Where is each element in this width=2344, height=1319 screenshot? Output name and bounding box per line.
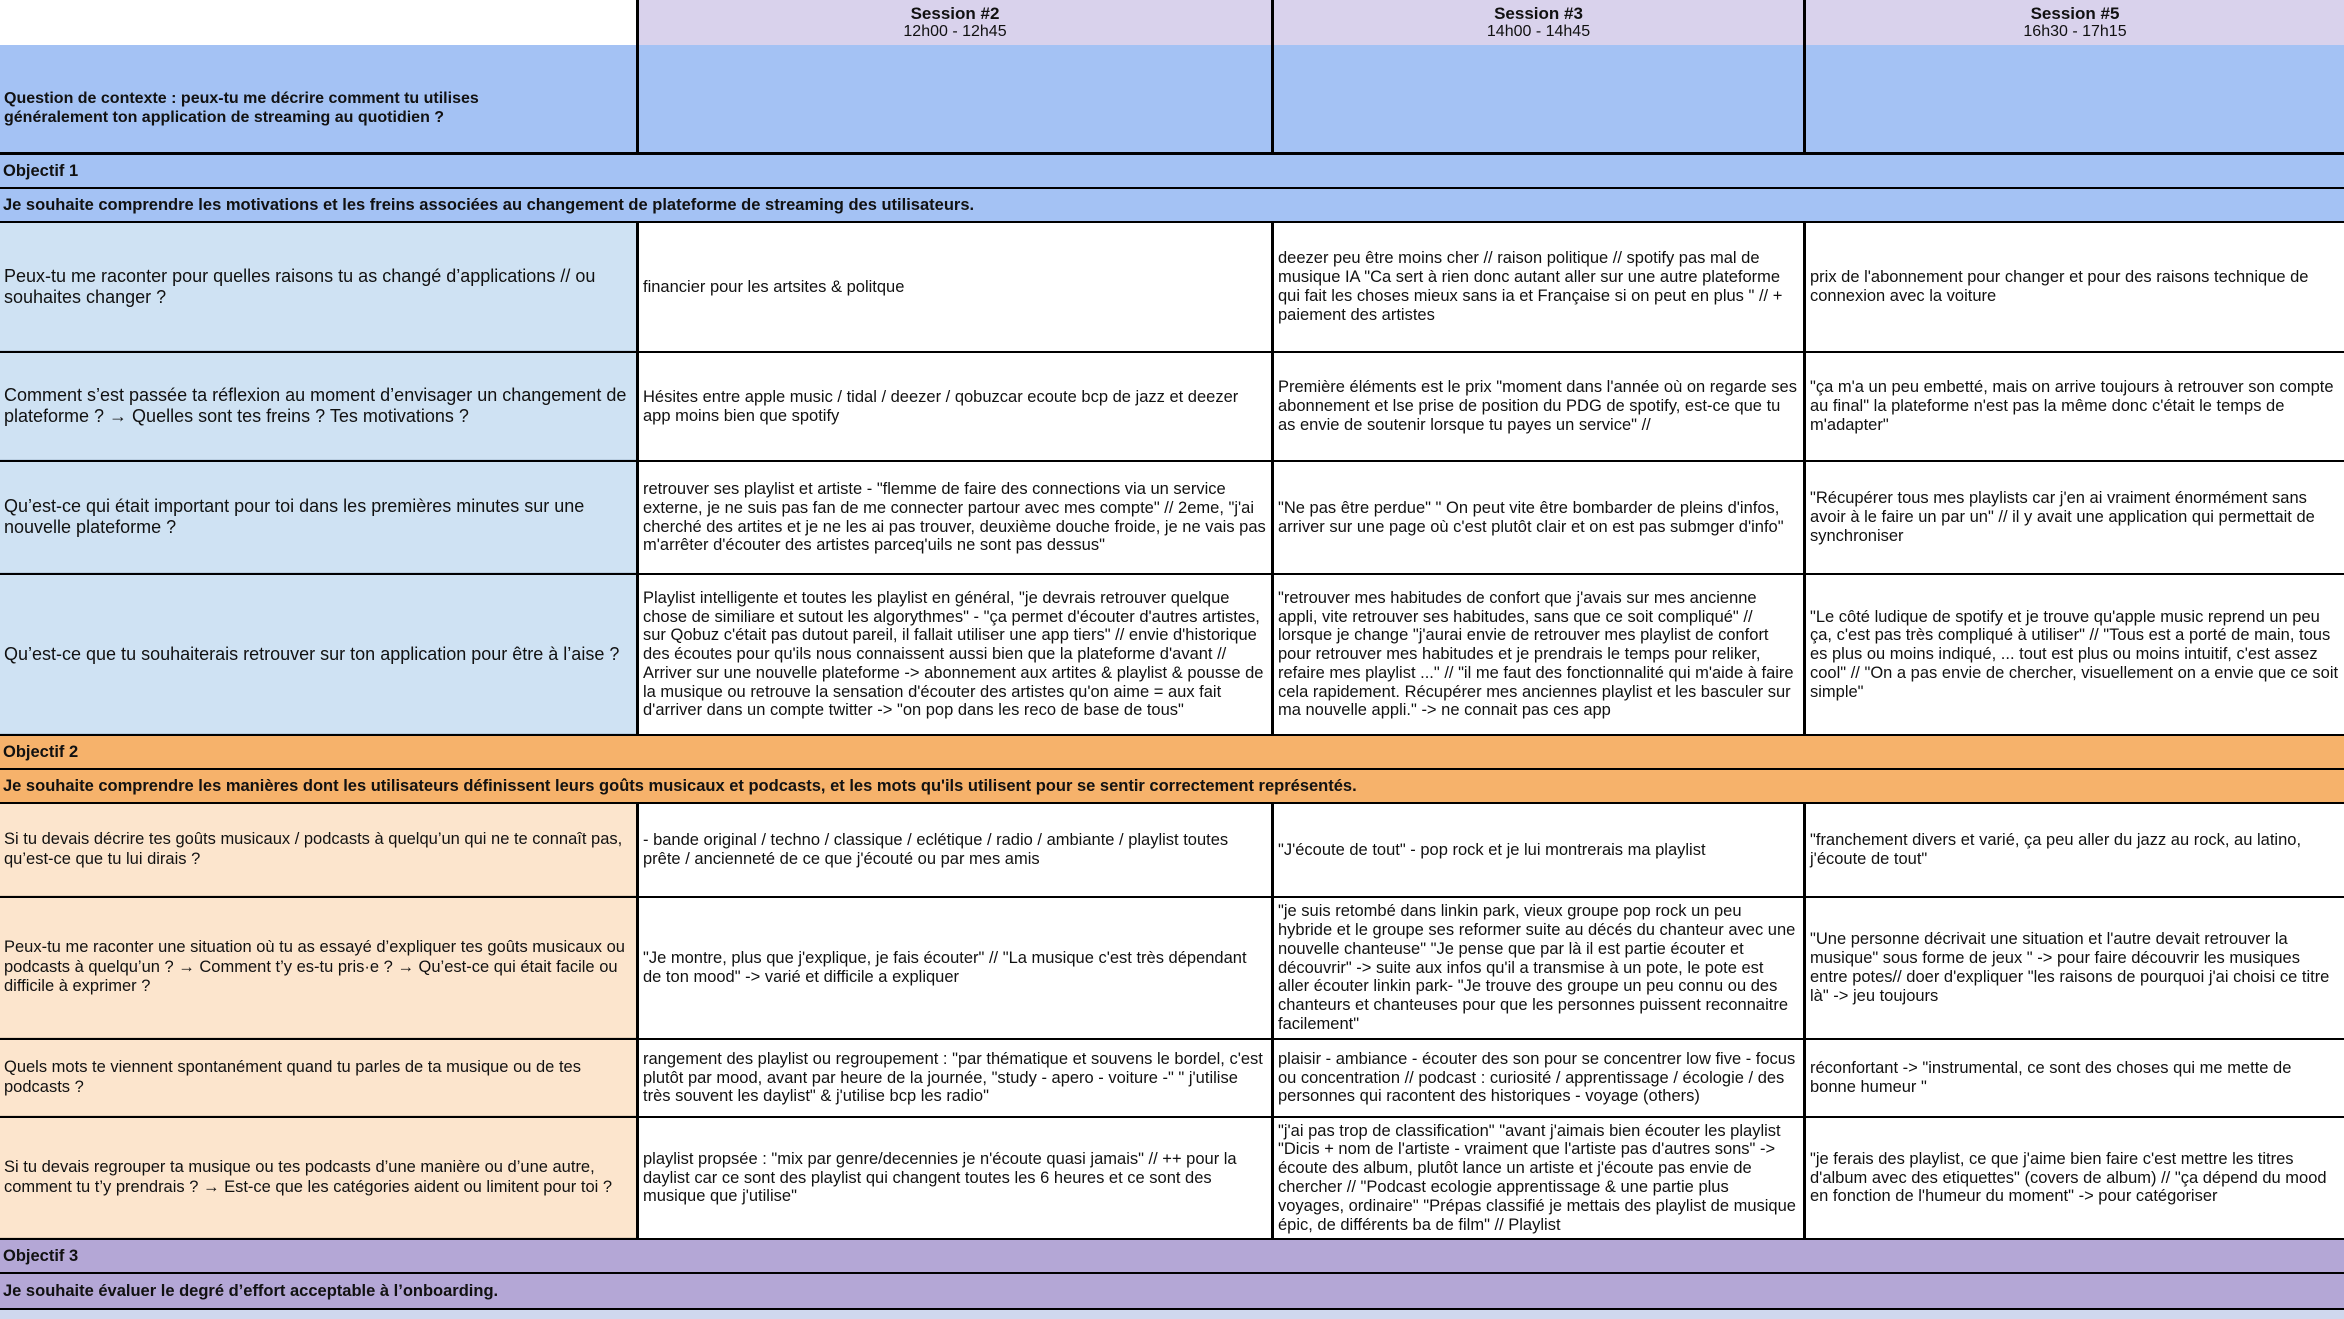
answer-cell-session-2[interactable]	[636, 462, 1271, 573]
answer-cell-session-3[interactable]	[1271, 1118, 1803, 1238]
objectif-1-statement[interactable]	[0, 189, 2344, 223]
context-question-line: Question de contexte : peux-tu me décrire comment tu utilises	[4, 89, 479, 107]
question-text: Peux-tu me raconter une situation où tu as essayé d’expliquer tes goûts musicaux ou podcasts à quelqu’un ? → Comment t’y es-tu pris·e ? → Qu’est-ce qui était facile ou difficile à exprimer ?	[4, 938, 625, 996]
context-answer-cell[interactable]	[636, 45, 1271, 152]
question-text: Qu’est-ce que tu souhaiterais retrouver sur ton application pour être à l’aise ?	[4, 643, 620, 664]
question-cell[interactable]	[0, 462, 636, 573]
session-time: 14h00 - 14h45	[1486, 23, 1591, 40]
session-2-header[interactable]	[636, 0, 1271, 45]
table-row	[0, 353, 2344, 462]
question-cell[interactable]	[0, 353, 636, 460]
session-header-row	[0, 0, 2344, 45]
answer-text: deezer peu être moins cher // raison politique // spotify pas mal de musique IA "Ca sert à rien donc autant aller sur une autre plateforme qui fait les choses mieux sans ia et Française si on peut en plus " // + paiement des artistes	[1278, 249, 1783, 324]
objectif-1-label[interactable]	[0, 155, 2344, 189]
next-row-edge	[0, 1310, 2344, 1319]
header-empty-cell[interactable]	[0, 0, 636, 45]
question-text: Quels mots te viennent spontanément quand tu parles de ta musique ou de tes podcasts ?	[4, 1058, 581, 1096]
answer-text: prix de l'abonnement pour changer et pour des raisons technique de connexion avec la voiture	[1810, 268, 2309, 305]
answer-text: "ça m'a un peu embetté, mais on arrive toujours à retrouver son compte au final" la plateforme n'est pas la même donc c'était le temps de m'adapter"	[1810, 378, 2334, 434]
session-time: 16h30 - 17h15	[2023, 23, 2127, 40]
question-text: Si tu devais regrouper ta musique ou tes podcasts d’une manière ou d’une autre, comment tu t’y prendrais ? → Est-ce que les catégories aident ou limitent pour toi ?	[4, 1158, 613, 1196]
objectif-2-statement[interactable]	[0, 770, 2344, 804]
objectif-2-label[interactable]	[0, 736, 2344, 770]
objectif-label-text: Objectif 1	[3, 161, 79, 180]
question-text: Peux-tu me raconter pour quelles raisons tu as changé d’applications // ou souhaites changer ?	[4, 265, 596, 307]
answer-cell-session-5[interactable]	[1803, 1040, 2344, 1116]
table-row	[0, 462, 2344, 575]
answer-cell-session-5[interactable]	[1803, 898, 2344, 1038]
answer-text: Playlist intelligente et toutes les playlist en général, "je devrais retrouver quelque chose de similiare et sutout les algorythmes" - "ça permet d'écouter d'autres artistes, sur Qobuz c'était pas dutout pareil, il fallait utiliser une app tiers" // envie d'historique des écoutes pour qu'ils nous connaissent aussi bien que la plateforme d'avant // Arriver sur une nouvelle plateforme -> abonnement aux artites & playlist & pousse de la musique ou retrouve la sensation d'écouter des artistes qu'on aime = aux fait d'arriver dans un compte twitter -> "on pop dans les reco de base de tous"	[643, 588, 1264, 720]
context-question-row	[0, 45, 2344, 155]
context-answer-cell[interactable]	[1803, 45, 2344, 152]
answer-cell-session-3[interactable]	[1271, 1040, 1803, 1116]
objectif-statement-text: Je souhaite comprendre les motivations et les freins associées au changement de plateforme de streaming des utilisateurs.	[3, 195, 975, 214]
answer-text: "Ne pas être perdue" " On peut vite être bombarder de pleins d'infos, arriver sur une page où c'est plutôt clair et on est pas submger d'info"	[1278, 498, 1784, 536]
answer-text: "Je montre, plus que j'explique, je fais écouter" // "La musique c'est très dépendant de ton mood" -> varié et difficile a expliquer	[643, 949, 1247, 986]
answer-text: "Récupérer tous mes playlists car j'en ai vraiment énormément sans avoir à le faire un par un" // il y avait une application qui permettait de synchroniser	[1810, 489, 2315, 545]
answer-text: "retrouver mes habitudes de confort que j'avais sur mes ancienne appli, vite retrouver ses habitudes, sans que ce soit compliqué" // lorsque je change "j'aurai envie de retrouver mes playlist de confort pour retrouver mes habitudes et je prendrais le temps pour reliker, refaire mes playlist ..." // "il me faut des fonctionnalité qui m'aide à faire cela rapidement. Récupérer mes anciennes playlist et les basculer sur ma nouvelle appli." -> ne connait pas ces app	[1278, 588, 1794, 720]
answer-text: "Une personne décrivait une situation et l'autre devait retrouver la musique" sous forme de jeux " -> pour faire découvrir les musiques entre potes// doer d'expliquer "les raisons de pourquoi j'ai choisi ce titre là" -> jeu toujours	[1810, 930, 2330, 1005]
answer-text: "j'ai pas trop de classification" "avant j'aimais bien écouter les playlist "Dicis + nom de l'artiste - vraiment que l'artiste pas d'autres sons" -> écoute des album, plutôt lance un artiste et j'écoute pas envie de chercher // "Podcast ecologie apprentissage & une partie plus voyages, ordinaire" "Prépas classifié je mettais des playlist de musique épic, de différents ba de film" // Playlist	[1278, 1121, 1796, 1234]
answer-cell-session-3[interactable]	[1271, 353, 1803, 460]
objectif-statement-text: Je souhaite évaluer le degré d’effort acceptable à l’onboarding.	[3, 1281, 499, 1300]
table-row	[0, 1118, 2344, 1240]
objectif-label-text: Objectif 3	[3, 1246, 79, 1265]
objectif-3-statement[interactable]	[0, 1274, 2344, 1310]
answer-cell-session-2[interactable]	[636, 804, 1271, 896]
answer-cell-session-5[interactable]	[1803, 353, 2344, 460]
answer-cell-session-2[interactable]	[636, 575, 1271, 734]
answer-text: - bande original / techno / classique / eclétique / radio / ambiante / playlist toutes prête / ancienneté de ce que j'écouté ou par mes amis	[643, 831, 1229, 868]
answer-cell-session-2[interactable]	[636, 353, 1271, 460]
context-answer-cell[interactable]	[1271, 45, 1803, 152]
answer-cell-session-3[interactable]	[1271, 898, 1803, 1038]
table-row	[0, 223, 2344, 353]
answer-text: "franchement divers et varié, ça peu aller du jazz au rock, au latino, j'écoute de tout"	[1810, 831, 2302, 868]
answer-text: plaisir - ambiance - écouter des son pour se concentrer low five - focus ou concentration // podcast : curiosité / apprentissage / écologie / des personnes qui racontent des historiques - voyage (others)	[1278, 1049, 1796, 1106]
session-title: Session #5	[2030, 4, 2120, 23]
objectif-3-label[interactable]	[0, 1240, 2344, 1274]
session-5-header[interactable]	[1803, 0, 2344, 45]
answer-text: "je suis retombé dans linkin park, vieux groupe pop rock un peu hybride et le groupe ses reformer suite au décés du chanteur avec une nouvelle chanteuse" "Je pense que par là il est partie écouter et découvrir" -> suite aux infos qu'il a transmise à un pote, le pote est aller écouter linkin park- "Je trouve des groupe un peu connu ou des chanteurs et chanteuses pour que les personnes puissent reconnaitre facilement"	[1278, 902, 1796, 1033]
question-cell[interactable]	[0, 1118, 636, 1238]
objectif-statement-text: Je souhaite comprendre les manières dont les utilisateurs définissent leurs goûts musicaux et podcasts, et les mots qu'ils utilisent pour se sentir correctement représentés.	[3, 776, 1357, 795]
answer-text: retrouver ses playlist et artiste - "flemme de faire des connections via un service externe, je ne suis pas fan de me connecter partour avec mes compte" // 2eme, "j'ai cherché des artites et je ne les ai pas trouver, deuxième douche froide, je ne vais pas m'arrêter d'écouter des artistes parceq'uils ne sont pas dessus"	[643, 479, 1266, 555]
question-text: Comment s’est passée ta réflexion au moment d’envisager un changement de plateforme ? → Quelles sont tes freins ? Tes motivations ?	[4, 385, 627, 426]
objectif-label-text: Objectif 2	[3, 742, 79, 761]
table-row	[0, 1040, 2344, 1118]
answer-text: "J'écoute de tout" - pop rock et je lui montrerais ma playlist	[1278, 840, 1706, 859]
answer-text: réconfortant -> "instrumental, ce sont des choses qui me mette de bonne humeur "	[1810, 1059, 2292, 1096]
answer-text: playlist propsée : "mix par genre/decennies je n'écoute quasi jamais" // ++ pour la daylist car ce sont des playlist qui changent toutes les 6 heures et ce sont des musique que j'utilise"	[643, 1149, 1237, 1206]
table-row	[0, 804, 2344, 898]
answer-cell-session-3[interactable]	[1271, 804, 1803, 896]
question-cell[interactable]	[0, 223, 636, 351]
answer-cell-session-5[interactable]	[1803, 223, 2344, 351]
question-cell[interactable]	[0, 804, 636, 896]
answer-cell-session-2[interactable]	[636, 1040, 1271, 1116]
answer-text: financier pour les artsites & politque	[643, 277, 905, 296]
table-row	[0, 898, 2344, 1040]
question-cell[interactable]	[0, 1040, 636, 1116]
answer-cell-session-5[interactable]	[1803, 804, 2344, 896]
answer-text: Hésites entre apple music / tidal / deezer / qobuzcar ecoute bcp de jazz et deezer app moins bien que spotify	[643, 387, 1239, 425]
answer-text: Première éléments est le prix "moment dans l'année où on regarde ses abonnement et lse prise de position du PDG de spotify, est-ce que tu as envie de soutenir lorsque tu payes un service" //	[1278, 378, 1797, 434]
answer-cell-session-5[interactable]	[1803, 462, 2344, 573]
answer-cell-session-5[interactable]	[1803, 1118, 2344, 1238]
session-title: Session #3	[1494, 4, 1583, 23]
answer-text: "je ferais des playlist, ce que j'aime bien faire c'est mettre les titres d'album avec des etiquettes" (covers de album) // "ça dépend du mood en fonction de l'humeur du moment" -> pour catégoriser	[1810, 1149, 2327, 1206]
answer-cell-session-3[interactable]	[1271, 223, 1803, 351]
question-cell[interactable]	[0, 575, 636, 734]
answer-cell-session-2[interactable]	[636, 223, 1271, 351]
answer-cell-session-2[interactable]	[636, 898, 1271, 1038]
session-3-header[interactable]	[1271, 0, 1803, 45]
answer-cell-session-3[interactable]	[1271, 575, 1803, 734]
question-cell[interactable]	[0, 898, 636, 1038]
answer-cell-session-2[interactable]	[636, 1118, 1271, 1238]
question-text: Qu’est-ce qui était important pour toi dans les premières minutes sur une nouvelle plateforme ?	[4, 496, 585, 537]
context-question-line: généralement ton application de streaming au quotidien ?	[4, 108, 445, 126]
session-title: Session #2	[910, 4, 1000, 23]
context-question-cell[interactable]	[0, 45, 636, 152]
session-time: 12h00 - 12h45	[903, 23, 1007, 40]
answer-cell-session-3[interactable]	[1271, 462, 1803, 573]
question-text: Si tu devais décrire tes goûts musicaux / podcasts à quelqu’un qui ne te connaît pas, qu’est-ce que tu lui dirais ?	[4, 830, 623, 868]
answer-text: rangement des playlist ou regroupement : "par thématique et souvens le bordel, c'est plutôt par mood, avant par heure de la journée, "study - apero - voiture -" " j'utilise très souvent les daylist" & j'utilise bcp les radio"	[643, 1049, 1263, 1106]
table-row	[0, 575, 2344, 736]
answer-cell-session-5[interactable]	[1803, 575, 2344, 734]
answer-text: "Le côté ludique de spotify et je trouve qu'apple music reprend un peu ça, c'est pas très compliqué à utiliser" // "Tous est a porté de main, tous es plus ou moins indiqué, ... tout est plus ou moins intuitif, c'est assez cool" // "On a pas envie de chercher, visuellement on a envie que ce soit simple"	[1810, 607, 2339, 701]
